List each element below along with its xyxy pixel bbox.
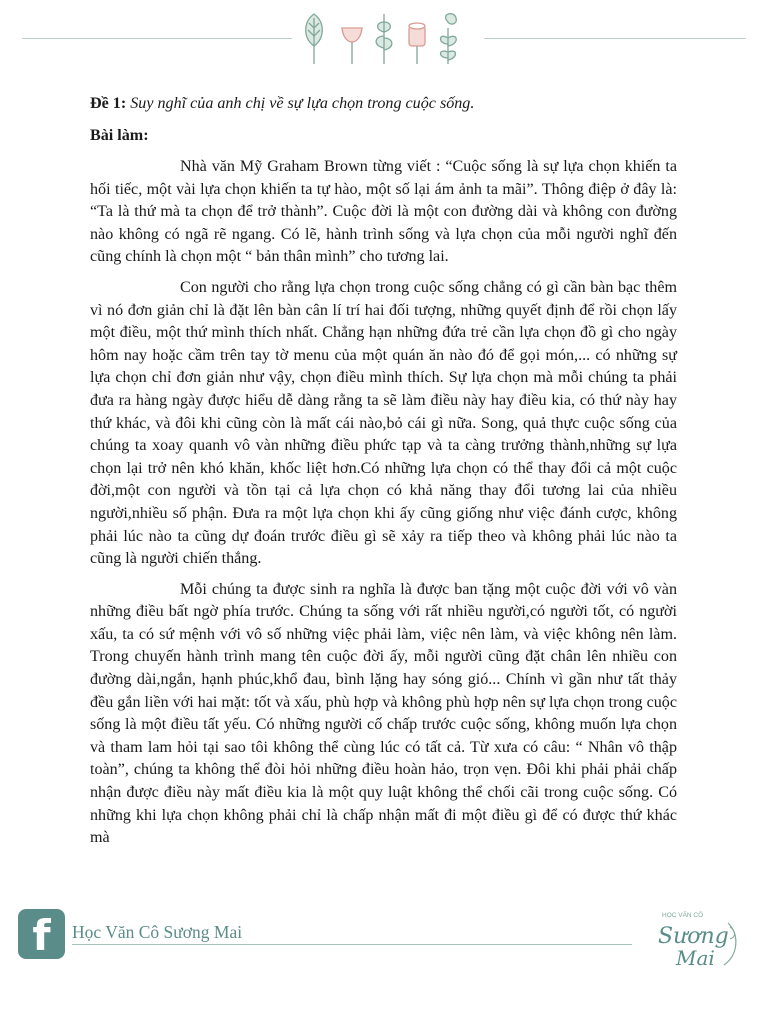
header-divider-left [22,38,292,39]
answer-heading: Bài làm: [90,127,149,144]
bowl-icon [342,28,362,64]
header-ornament [298,8,478,68]
svg-text:Mai: Mai [676,946,715,970]
facebook-icon[interactable]: f [18,909,65,959]
leaf-icon [306,14,323,64]
brand-logo [650,905,742,975]
paragraph-2: Con người cho rằng lựa chọn trong cuộc sống chẳng có gì cần bàn bạc thêm vì nó đơn giản chỉ là đặt lên bàn cân lí trí hai đối tượng, những quyết định để rồi chọn lấy một điều, một thứ mình thích nhất. Chẳng hạn những đứa trẻ cần lựa chọn đồ gì cho ngày hôm nay hoặc cầm trên tay tờ menu của một quán ăn nào đó để gọi món,... có những sự lựa chọn chỉ đơn giản như vậy, chọn điều mình thích. Sự lựa chọn mà mỗi chúng ta phải đưa ra hàng ngày được hiểu dễ dàng rằng ta sẽ làm điều này hay điều kia, có thứ này hay thứ khác, và đôi khi cũng còn là mất cái nào,bỏ cái gì nữa. Song, quả thực cuộc sống của chúng ta xoay quanh vô vàn những điều phức tạp và ta càng trưởng thành,những sự lựa chọn lại trở nên khó khăn, khốc liệt hơn.Có những lựa chọn có thể thay đổi cả một cuộc đời,một con người và tồn tại cả lựa chọn có khả năng thay đổi tương lai của nhiều người,nhiều số phận. Đưa ra một lựa chọn khi ấy cũng giống như việc đánh cược, không phải lúc nào ta cũng dự đoán trước điều gì sẽ xảy ra tiếp theo và không phải lúc nào ta cũng là người chiến thắng. [90,278,677,568]
footer-divider [72,944,632,945]
assignment-label: Đề 1: [90,95,127,112]
svg-text:Sương: Sương [658,924,729,949]
cup-icon [409,23,425,64]
paragraph-1: Nhà văn Mỹ Graham Brown từng viết : “Cuộc sống là sự lựa chọn khiến ta hối tiếc, một vài lựa chọn khiến ta tự hào, một số lại ám ảnh ta mãi”. Thông điệp ở đây là: “Ta là thứ mà ta chọn để trở thành”. Cuộc đời là một con đường dài và không con đường nào không có ngã rẽ ngang. Có lẽ, hành trình sống và lựa chọn của mỗi người nghĩ đến cũng chính là chọn một “ bản thân mình” cho tương lai. [90,158,677,266]
leaves-icon [441,14,457,64]
svg-text:HỌC VĂN CÔ: HỌC VĂN CÔ [662,912,704,919]
document-body [90,92,677,858]
plant-icon [376,14,392,64]
assignment-prompt: Suy nghĩ của anh chị về sự lựa chọn trong cuộc sống. [130,95,475,112]
assignment-title [90,92,677,116]
footer-brand: Học Văn Cô Sương Mai [72,922,243,942]
paragraph-3: Mỗi chúng ta được sinh ra nghĩa là được ban tặng một cuộc đời với vô vàn những điều bất ngờ phía trước. Chúng ta sống với rất nhiều người,có người tốt, có người xấu, ta có sứ mệnh với vô số những việc phải làm, việc nên làm, và việc không nên làm. Trong chuyến hành trình mang tên cuộc đời ấy, mỗi người cũng đặt chân lên nhiều con đường dài,ngắn, hạnh phúc,khổ đau, bình lặng hay sóng gió... Chính vì gần như tất thảy đều gắn liền với hai mặt: tốt và xấu, phù hợp và không phù hợp nên sự lựa chọn trong cuộc sống là một điều tất yếu. Có những người cố chấp trước cuộc sống, không muốn lựa chọn và tham lam hỏi tại sao tôi không thể cùng lúc có tất cả. Từ xưa có câu: “ Nhân vô thập toàn”, chúng ta không thể đòi hỏi những điều hoàn hảo, trọn vẹn. Đôi khi phải phải chấp nhận được điều này mất điều kia là một quy luật không thể chối cãi trong cuộc sống. Có những khi lựa chọn không phải chỉ là chấp nhận mất đi một điều gì để có được thứ khác mà [90,580,677,847]
header-divider-right [484,38,746,39]
